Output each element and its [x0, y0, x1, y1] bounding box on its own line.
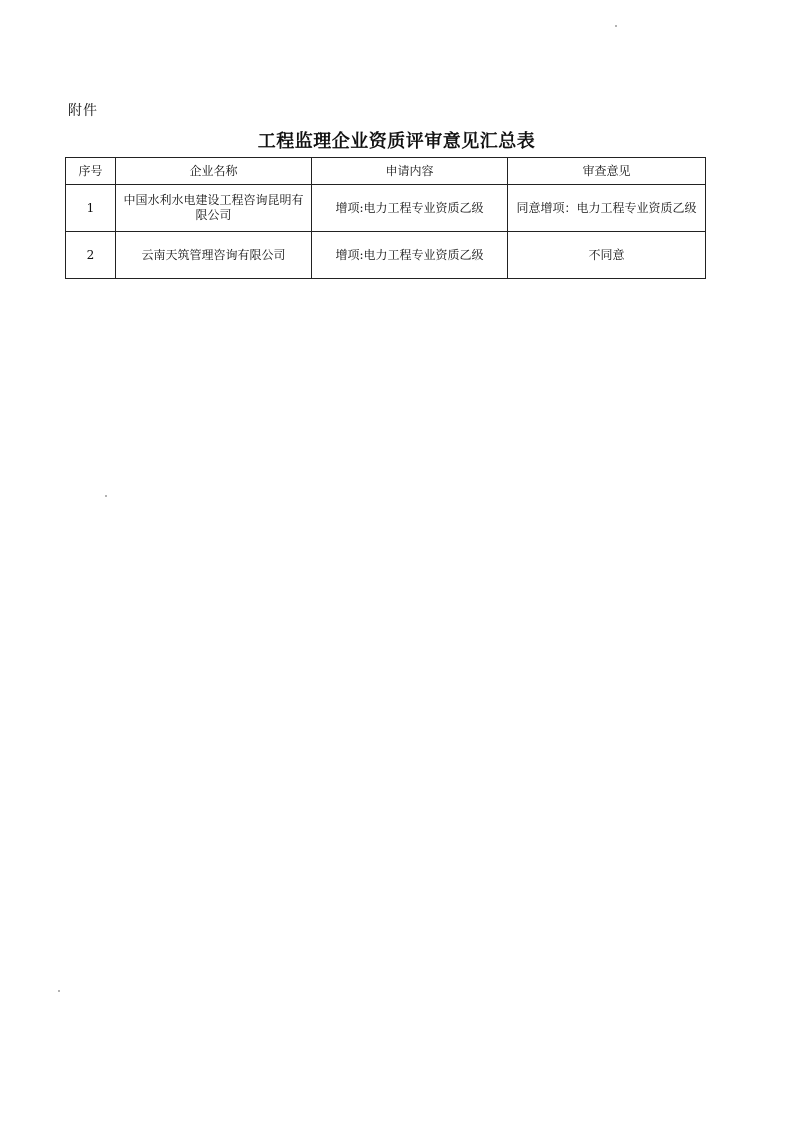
header-company-name: 企业名称	[116, 158, 312, 185]
cell-seq: 1	[66, 185, 116, 232]
review-summary-table	[65, 157, 706, 279]
scan-speck	[105, 495, 107, 497]
cell-application-content: 增项:电力工程专业资质乙级	[312, 232, 508, 279]
header-seq: 序号	[66, 158, 116, 185]
page-title: 工程监理企业资质评审意见汇总表	[257, 131, 536, 152]
table-header	[66, 158, 706, 185]
scan-speck	[58, 990, 60, 992]
cell-review-opinion: 同意增项：电力工程专业资质乙级	[508, 185, 706, 232]
table-row	[66, 185, 706, 232]
cell-company-name: 云南天筑管理咨询有限公司	[116, 232, 312, 279]
cell-application-content: 增项:电力工程专业资质乙级	[312, 185, 508, 232]
table-row	[66, 232, 706, 279]
table-header-row	[66, 158, 706, 185]
cell-company-name: 中国水利水电建设工程咨询昆明有限公司	[116, 185, 312, 232]
header-review-opinion: 审查意见	[508, 158, 706, 185]
scan-speck	[615, 25, 617, 27]
cell-seq: 2	[66, 232, 116, 279]
table-body	[66, 185, 706, 279]
cell-review-opinion: 不同意	[508, 232, 706, 279]
attachment-label: 附件	[68, 103, 98, 119]
header-application-content: 申请内容	[312, 158, 508, 185]
